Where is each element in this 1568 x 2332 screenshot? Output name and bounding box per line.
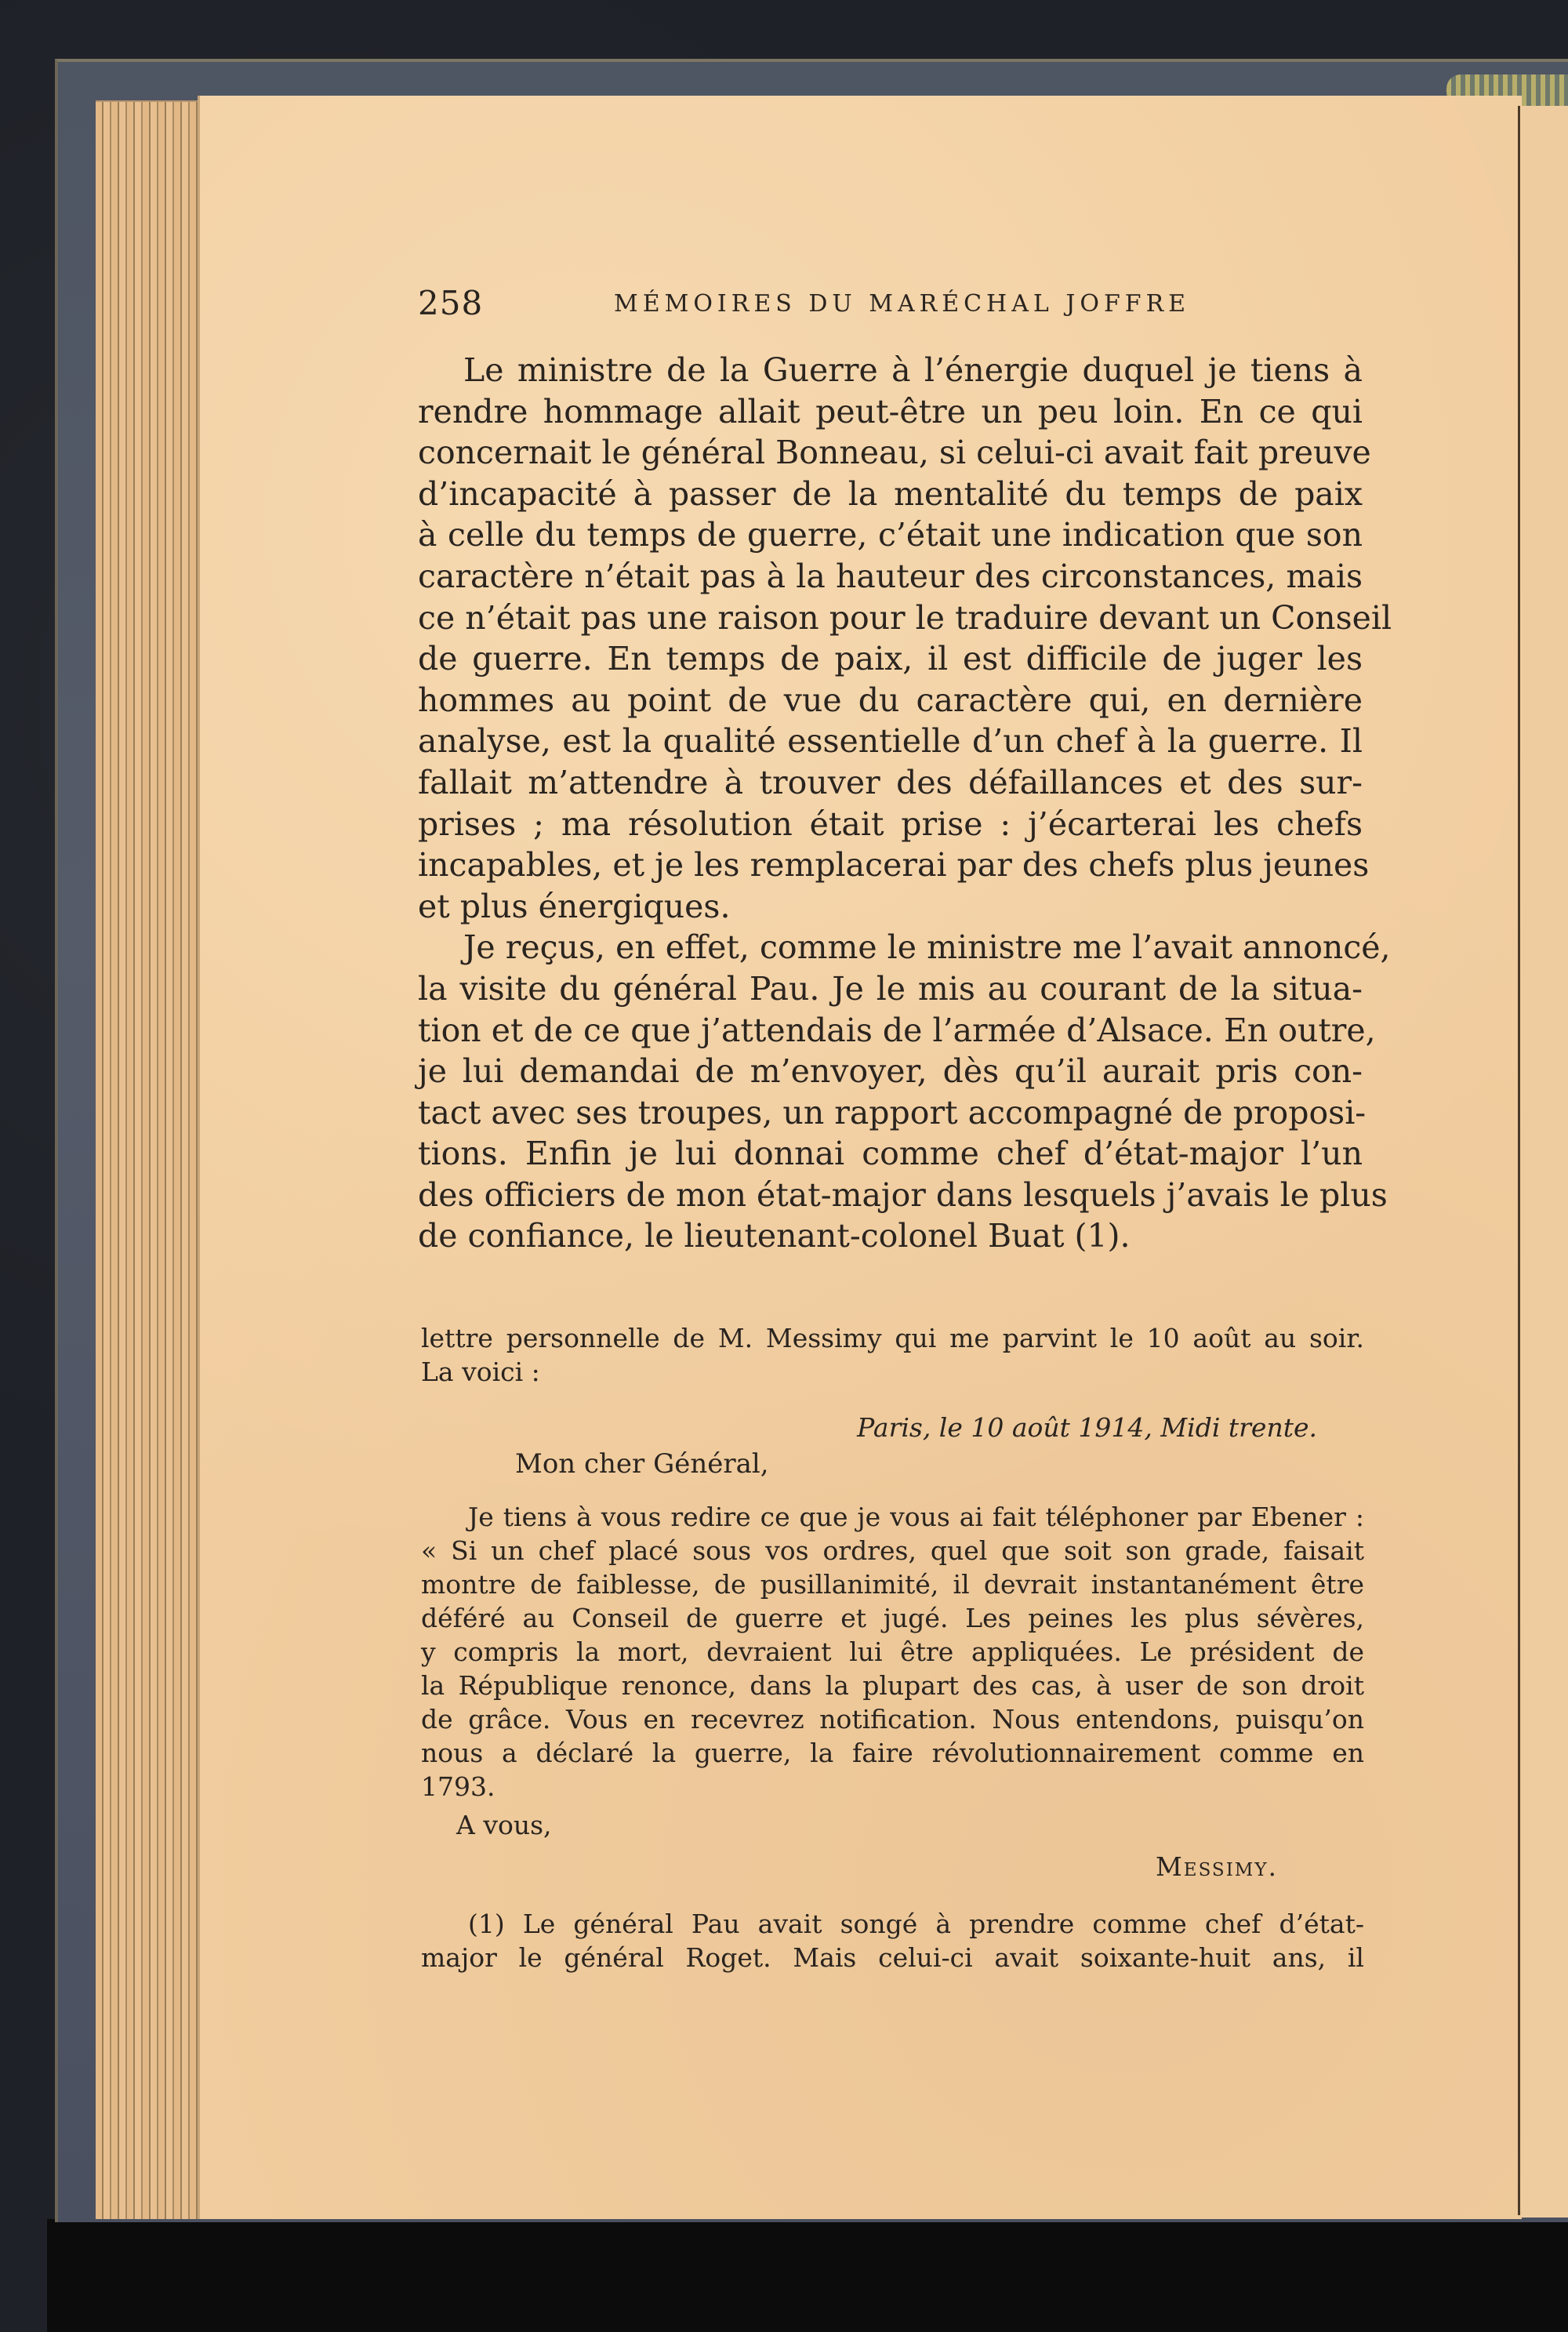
facing-page-edge xyxy=(1520,106,1568,2218)
letter-line: y compris la mort, devraient lui être appliquées. Le président de xyxy=(421,1636,1364,1667)
page-number: 258 xyxy=(418,284,484,322)
paragraph xyxy=(418,927,1391,1257)
book-shadow xyxy=(47,2219,1568,2332)
letter-body xyxy=(421,1500,1364,1803)
letter-signature: Messimy. xyxy=(1156,1851,1278,1882)
text-line: fallait m’attendre à trouver des défaillances et des sur- xyxy=(418,763,1363,801)
running-head: MÉMOIRES DU MARÉCHAL JOFFRE xyxy=(614,290,1191,318)
text-line: hommes au point de vue du caractère qui, en dernière xyxy=(418,681,1363,719)
letter-line: déféré au Conseil de guerre et jugé. Les peines les plus sévères, xyxy=(421,1603,1364,1633)
text-line: je lui demandai de m’envoyer, dès qu’il aurait pris con- xyxy=(418,1052,1363,1091)
note-line: lettre personnelle de M. Messimy qui me parvint le 10 août au soir. xyxy=(421,1323,1364,1353)
footnote xyxy=(421,1907,1364,1974)
text-line: d’incapacité à passer de la mentalité du temps de paix xyxy=(418,474,1363,513)
letter-line: 1793. xyxy=(421,1771,495,1802)
letter-line: de grâce. Vous en recevrez notification. Nous entendons, puisqu’on xyxy=(421,1704,1364,1734)
text-line: la visite du général Pau. Je le mis au courant de la situa- xyxy=(418,969,1363,1008)
page-header xyxy=(418,284,1367,331)
footnote-letter xyxy=(421,1321,1364,1974)
text-line: tions. Enfin je lui donnai comme chef d’état-major l’un xyxy=(418,1135,1363,1173)
text-line: caractère n’était pas à la hauteur des circonstances, mais xyxy=(418,557,1363,595)
text-line: à celle du temps de guerre, c’était une indication que son xyxy=(418,516,1363,554)
letter-closing: A vous, xyxy=(456,1810,552,1840)
text-line: analyse, est la qualité essentielle d’un chef à la guerre. Il xyxy=(418,722,1363,761)
letter-line: Je tiens à vous redire ce que je vous ai fait téléphoner par Ebener : xyxy=(468,1502,1364,1532)
note-line: La voici : xyxy=(421,1357,540,1387)
text-line: tion et de ce que j’attendais de l’armée d’Alsace. En outre, xyxy=(418,1011,1376,1049)
footnote-line: major le général Roget. Mais celui-ci avait soixante-huit ans, il xyxy=(421,1942,1364,1973)
page-gutter xyxy=(1518,106,1520,2215)
text-line: des officiers de mon état-major dans lesquels j’avais le plus xyxy=(418,1175,1388,1214)
text-line: concernait le général Bonneau, si celui-ci avait fait preuve xyxy=(418,434,1371,472)
text-line: Je reçus, en effet, comme le ministre me l’avait annoncé, xyxy=(463,928,1391,967)
text-line: rendre hommage allait peut-être un peu loin. En ce qui xyxy=(418,392,1363,430)
letter-line: « Si un chef placé sous vos ordres, quel que soit son grade, faisait xyxy=(421,1535,1364,1566)
letter-line: la République renonce, dans la plupart des cas, à user de son droit xyxy=(421,1670,1364,1701)
letter-line: montre de faiblesse, de pusillanimité, il devrait instantanément être xyxy=(421,1569,1364,1600)
text-line: de guerre. En temps de paix, il est difficile de juger les xyxy=(418,640,1363,678)
text-line: Le ministre de la Guerre à l’énergie duquel je tiens à xyxy=(463,351,1363,389)
letter-salutation: Mon cher Général, xyxy=(515,1448,769,1480)
main-text xyxy=(418,350,1392,1257)
letter-line: nous a déclaré la guerre, la faire révolutionnairement comme en xyxy=(421,1738,1364,1768)
paragraph xyxy=(418,350,1392,927)
text-line: incapables, et je les remplacerai par des chefs plus jeunes xyxy=(418,846,1370,884)
text-line: prises ; ma résolution était prise : j’écarterai les chefs xyxy=(418,805,1363,843)
text-line: tact avec ses troupes, un rapport accompagné de proposi- xyxy=(418,1093,1367,1131)
footnote-line: (1) Le général Pau avait songé à prendre comme chef d’état- xyxy=(468,1909,1364,1939)
text-line: de confiance, le lieutenant-colonel Buat (1). xyxy=(418,1217,1131,1255)
letter-dateline: Paris, le 10 août 1914, Midi trente. xyxy=(857,1412,1317,1443)
text-line: ce n’était pas une raison pour le traduire devant un Conseil xyxy=(418,598,1392,637)
text-line: et plus énergiques. xyxy=(418,887,731,925)
page-stack-edges xyxy=(96,100,205,2219)
